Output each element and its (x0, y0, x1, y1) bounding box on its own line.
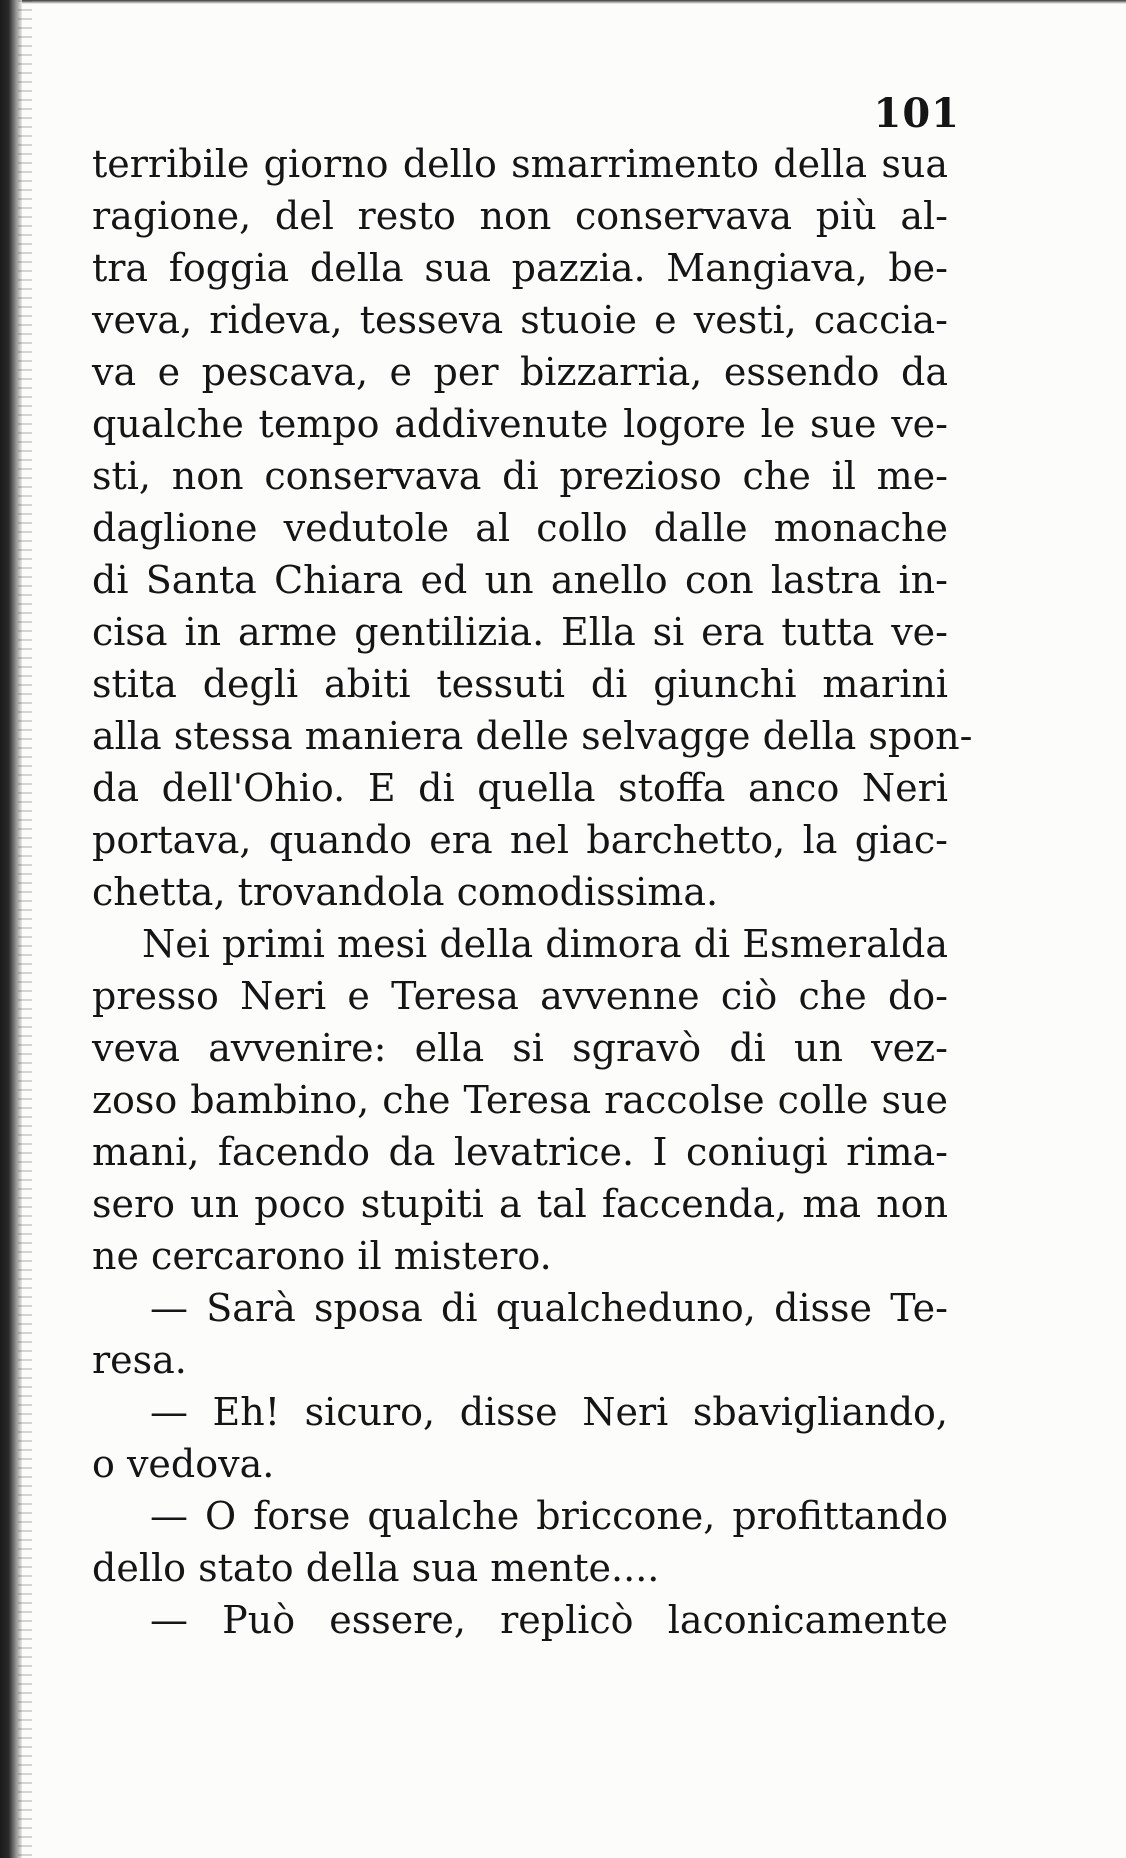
paragraph-end-line: o vedova. (92, 1442, 275, 1486)
text-line: presso Neri e Teresa avvenne ciò che do- (92, 974, 948, 1018)
text-line: qualche tempo addivenute logore le sue ve- (92, 402, 948, 446)
text-line: tra foggia della sua pazzia. Mangiava, be- (92, 246, 948, 290)
text-line: alla stessa maniera delle selvagge della spon- (92, 714, 973, 758)
text-line: sti, non conservava di prezioso che il me- (92, 454, 948, 498)
text-line: ragione, del resto non conservava più al- (92, 194, 948, 238)
paragraph-end-line: ne cercarono il mistero. (92, 1234, 552, 1278)
page-top-edge (0, 0, 1126, 4)
text-line: portava, quando era nel barchetto, la giac- (92, 818, 948, 862)
text-line: sero un poco stupiti a tal faccenda, ma non (92, 1182, 948, 1226)
dialogue-line: — Eh! sicuro, disse Neri sbavigliando, (150, 1390, 948, 1434)
paragraph-start-line: Nei primi mesi della dimora di Esmeralda (142, 922, 948, 966)
page-binding-texture (18, 0, 32, 1858)
text-line: daglione vedutole al collo dalle monache (92, 506, 948, 550)
text-line: mani, facendo da levatrice. I coniugi rima- (92, 1130, 948, 1174)
text-line: veva avvenire: ella si sgravò di un vez- (92, 1026, 948, 1070)
paragraph-end-line: dello stato della sua mente.... (92, 1546, 660, 1590)
paragraph-end-line: chetta, trovandola comodissima. (92, 870, 719, 914)
dialogue-line: — Può essere, replicò laconicamente (150, 1598, 948, 1642)
text-line: stita degli abiti tessuti di giunchi marini (92, 662, 948, 706)
dialogue-line: — O forse qualche briccone, profittando (150, 1494, 948, 1538)
text-line: va e pescava, e per bizzarria, essendo da (92, 350, 948, 394)
dialogue-line: — Sarà sposa di qualcheduno, disse Te- (150, 1286, 948, 1330)
text-line: da dell'Ohio. E di quella stoffa anco Neri (92, 766, 948, 810)
text-line: terribile giorno dello smarrimento della sua (92, 142, 948, 186)
body-text (92, 138, 973, 1646)
text-line: di Santa Chiara ed un anello con lastra in- (92, 558, 948, 602)
text-line: cisa in arme gentilizia. Ella si era tutta ve- (92, 610, 948, 654)
paragraph-end-line: resa. (92, 1338, 187, 1382)
text-line: veva, rideva, tesseva stuoie e vesti, caccia- (92, 298, 948, 342)
text-line: zoso bambino, che Teresa raccolse colle sue (92, 1078, 948, 1122)
page-number: 101 (873, 90, 960, 137)
